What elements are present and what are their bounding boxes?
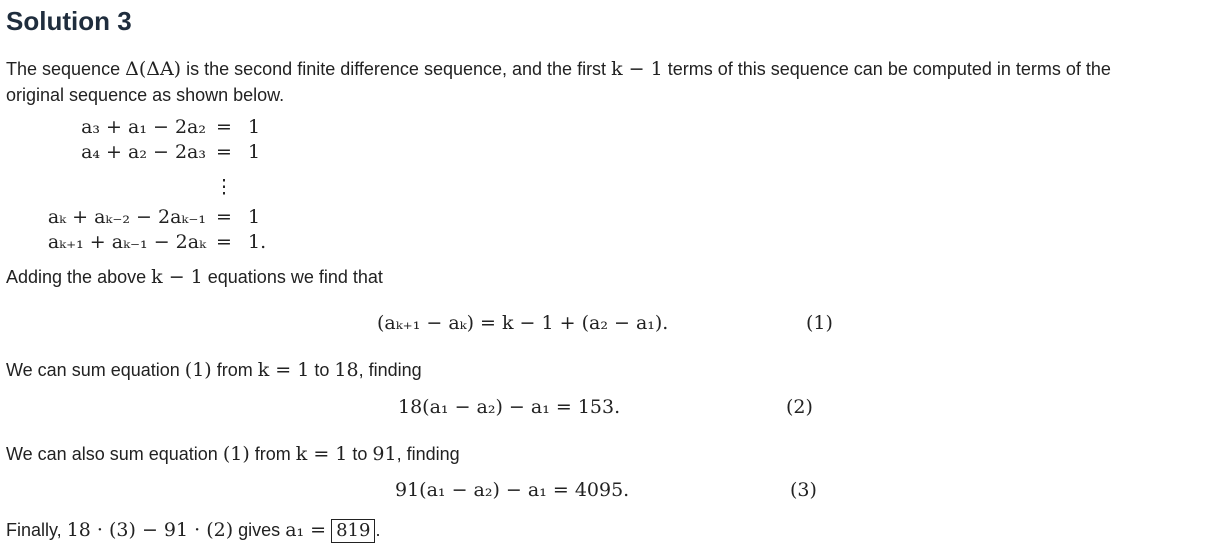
sum-91-text-3: to — [352, 444, 368, 464]
system-row-vdots — [6, 176, 248, 198]
adding-line — [6, 266, 383, 288]
system-row — [6, 116, 260, 138]
final-math-a1: a₁ = — [285, 519, 327, 541]
system-row-equals: = — [216, 206, 232, 228]
intro-math-k-minus-1: k − 1 — [611, 58, 663, 80]
system-row-lhs: a₃ + a₁ − 2a₂ — [81, 116, 206, 138]
final-text-2: gives — [238, 520, 281, 540]
system-row-rhs: 1 — [248, 141, 261, 163]
sum-91-text-1: We can also sum equation — [6, 444, 218, 464]
sum-18-line — [6, 359, 422, 381]
system-row-rhs: 1. — [248, 231, 267, 253]
sum-18-math-k: k = 1 — [257, 359, 310, 381]
sum-18-text-2: from — [216, 360, 253, 380]
answer-box: 819 — [331, 519, 375, 543]
system-row-lhs: aₖ + aₖ₋₂ − 2aₖ₋₁ — [47, 206, 206, 228]
equation-3-tag: (3) — [790, 479, 817, 501]
system-row — [6, 231, 266, 253]
system-row-equals: = — [216, 231, 232, 253]
solution-heading: Solution 3 — [6, 6, 132, 36]
system-row-lhs — [6, 176, 206, 198]
sum-91-math-k: k = 1 — [295, 443, 348, 465]
sum-18-text-4: , finding — [358, 360, 422, 380]
equation-1-tag: (1) — [806, 312, 833, 334]
adding-text-2: equations we find that — [207, 267, 383, 287]
sum-18-text-1: We can sum equation — [6, 360, 180, 380]
sum-91-ref: (1) — [222, 443, 250, 465]
intro-text-2: is the second finite difference sequence, and the first — [186, 59, 607, 79]
adding-text-1: Adding the above — [6, 267, 147, 287]
system-row-equals: = — [216, 141, 232, 163]
sum-91-text-4: , finding — [396, 444, 460, 464]
equation-1: (aₖ₊₁ − aₖ) = k − 1 + (a₂ − a₁). — [377, 312, 669, 334]
sum-18-math-n: 18 — [334, 359, 359, 381]
intro-line-2: original sequence as shown below. — [6, 85, 285, 105]
intro-line-1 — [6, 58, 1111, 80]
vertical-dots: ⋮ — [214, 176, 234, 198]
final-math: 18 · (3) − 91 · (2) — [66, 519, 234, 541]
system-row-equals: = — [216, 116, 232, 138]
system-row-lhs: a₄ + a₂ − 2a₃ — [81, 141, 206, 163]
system-row-rhs: 1 — [248, 116, 261, 138]
sum-18-text-3: to — [314, 360, 330, 380]
system-row — [6, 141, 260, 163]
system-row — [6, 206, 260, 228]
sum-18-ref: (1) — [184, 359, 212, 381]
adding-math: k − 1 — [151, 266, 203, 288]
sum-91-line — [6, 443, 460, 465]
final-period: . — [375, 520, 381, 540]
system-row-lhs: aₖ₊₁ + aₖ₋₁ − 2aₖ — [47, 231, 206, 253]
sum-91-math-n: 91 — [372, 443, 397, 465]
equation-3: 91(a₁ − a₂) − a₁ = 4095. — [395, 479, 630, 501]
final-text-1: Finally, — [6, 520, 62, 540]
final-line — [6, 519, 380, 543]
equation-2-tag: (2) — [786, 396, 813, 418]
system-row-rhs: 1 — [248, 206, 261, 228]
intro-text-1: The sequence — [6, 59, 121, 79]
equation-2: 18(a₁ − a₂) − a₁ = 153. — [398, 396, 621, 418]
sum-91-text-2: from — [254, 444, 291, 464]
intro-math-sequence: Δ(ΔA) — [125, 58, 182, 80]
intro-text-3: terms of this sequence can be computed in terms of the — [667, 59, 1111, 79]
